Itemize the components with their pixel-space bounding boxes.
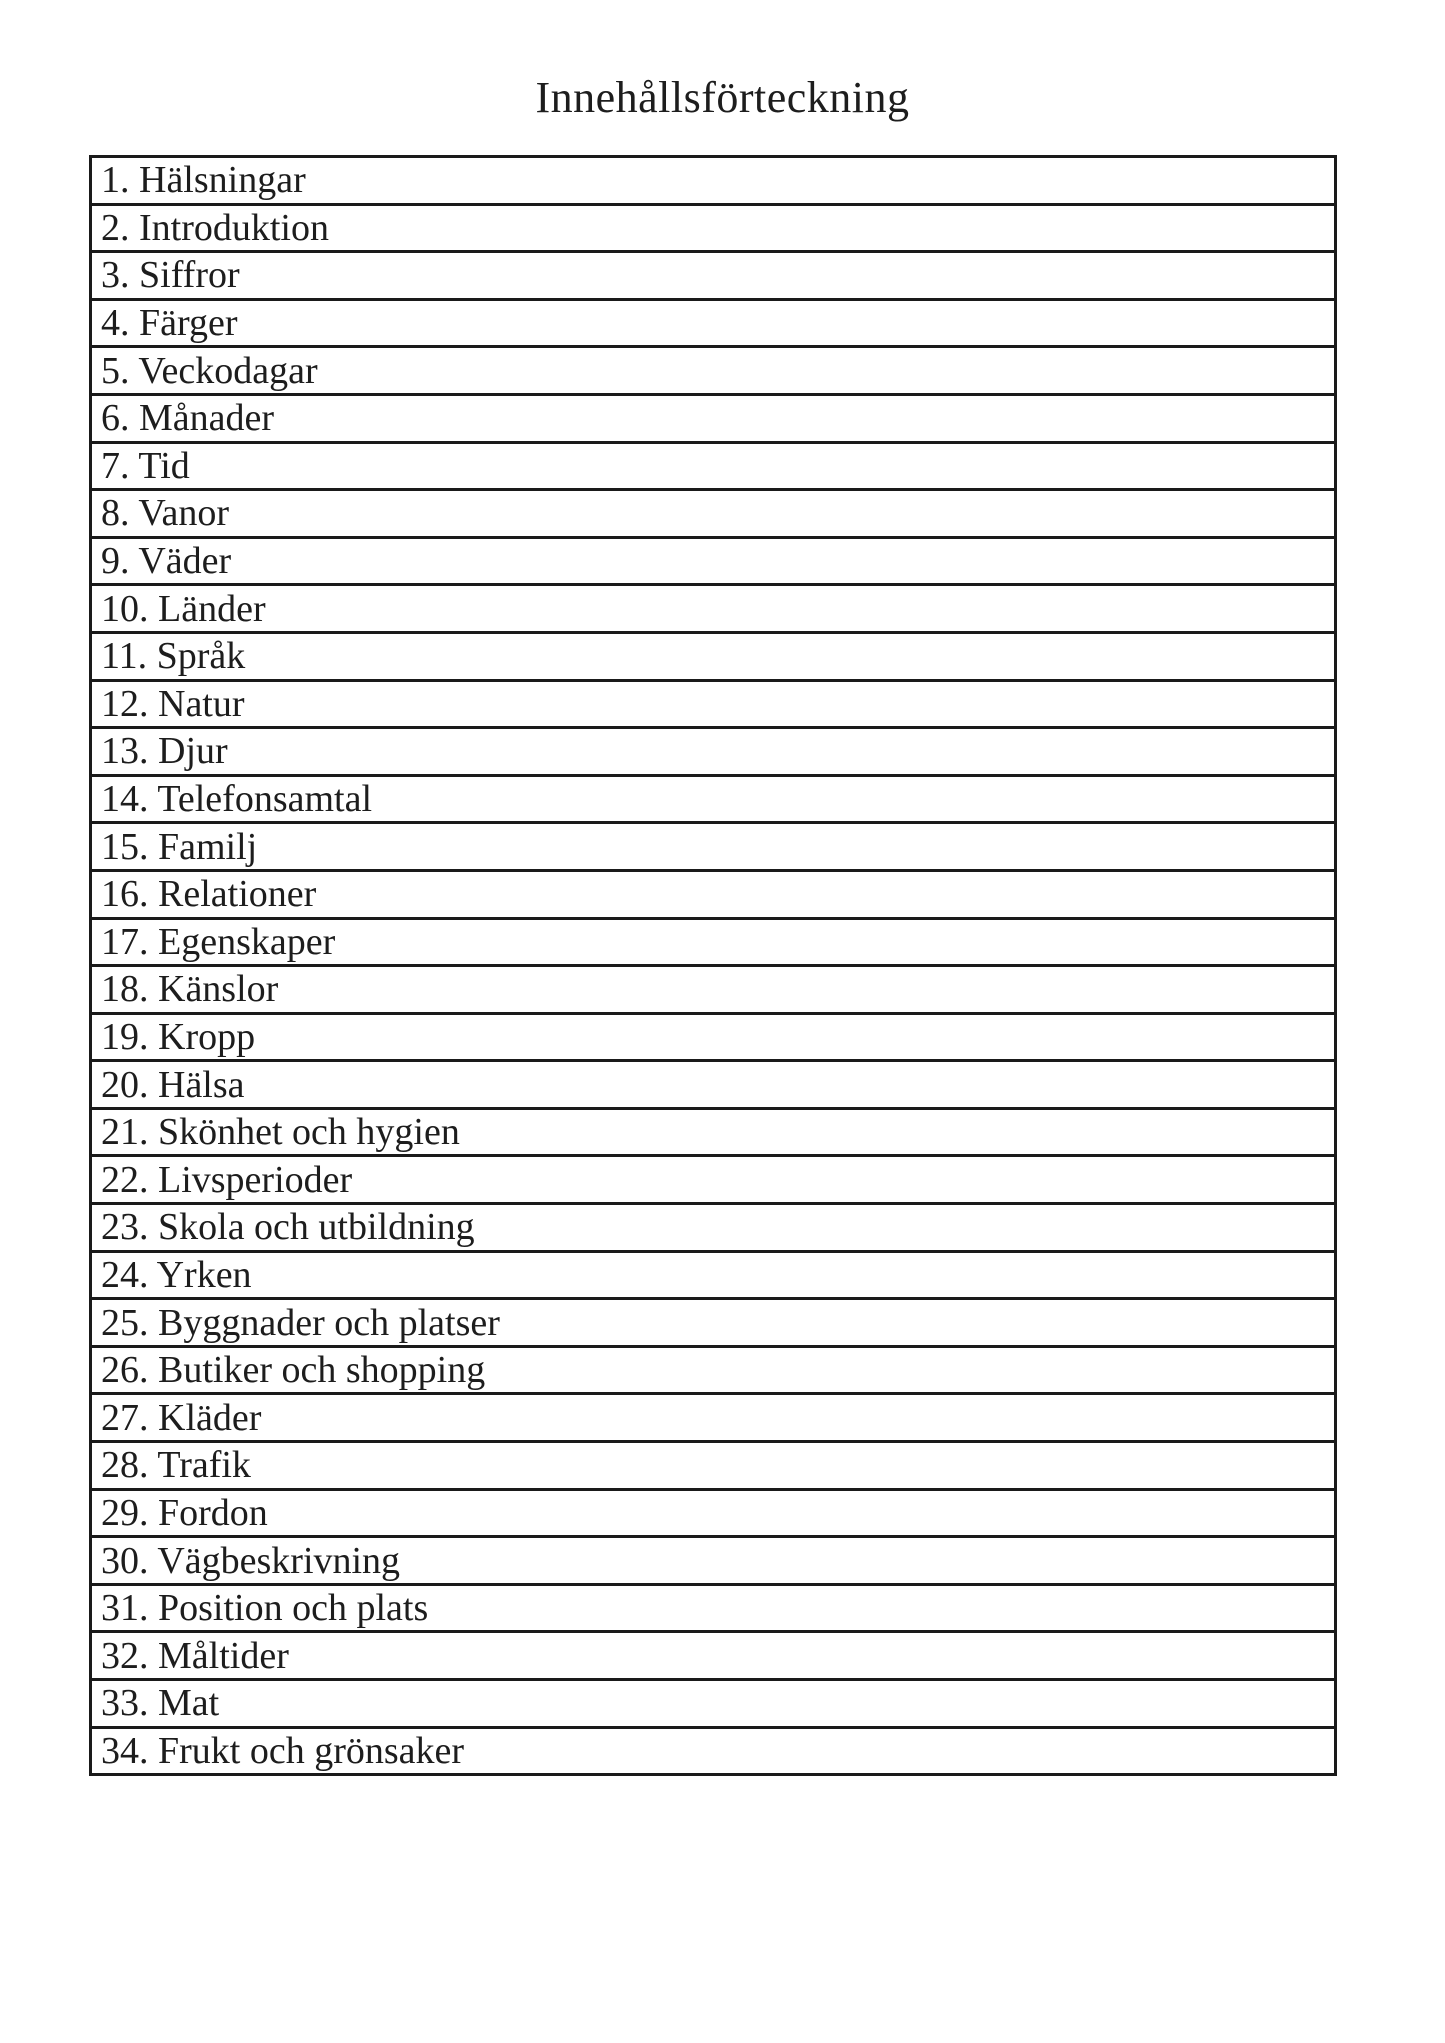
toc-entry-number: 9. <box>101 540 139 583</box>
toc-entry-number: 3. <box>101 254 139 297</box>
toc-entry-label: Veckodagar <box>138 349 318 392</box>
toc-entry-number: 8. <box>101 492 139 535</box>
toc-entry <box>91 1156 1336 1204</box>
toc-entry <box>91 680 1336 728</box>
toc-entry-number: 18. <box>101 968 158 1011</box>
toc-entry-number: 1. <box>101 159 139 202</box>
toc-entry-label: Vanor <box>138 492 230 535</box>
toc-entry-number: 19. <box>101 1015 158 1058</box>
table-row <box>91 1204 1336 1252</box>
table-row <box>91 537 1336 585</box>
toc-entry <box>91 1632 1336 1680</box>
toc-entry-label: Färger <box>139 302 238 345</box>
table-row <box>91 823 1336 871</box>
toc-entry-number: 13. <box>101 730 158 773</box>
toc-entry-number: 2. <box>101 206 139 249</box>
toc-entry-label: Kläder <box>158 1396 262 1439</box>
toc-entry-label: Skönhet och hygien <box>158 1111 460 1154</box>
toc-entry-number: 15. <box>101 825 158 868</box>
toc-entry-label: Tid <box>138 444 190 487</box>
table-row <box>91 252 1336 300</box>
toc-entry-label: Yrken <box>156 1253 252 1296</box>
toc-entry <box>91 1299 1336 1347</box>
table-row <box>91 1442 1336 1490</box>
toc-entry-label: Siffror <box>139 254 240 297</box>
toc-entry-label: Hälsa <box>158 1063 245 1106</box>
toc-entry <box>91 157 1336 205</box>
table-row <box>91 1632 1336 1680</box>
toc-entry <box>91 823 1336 871</box>
toc-entry <box>91 1442 1336 1490</box>
toc-entry-label: Väder <box>138 540 232 583</box>
toc-entry-number: 16. <box>101 873 158 916</box>
toc-entry-number: 23. <box>101 1206 158 1249</box>
toc-entry-number: 10. <box>101 587 158 630</box>
toc-entry <box>91 585 1336 633</box>
table-row <box>91 1680 1336 1728</box>
toc-entry-number: 31. <box>101 1587 158 1630</box>
toc-entry-number: 25. <box>101 1301 158 1344</box>
toc-entry-label: Hälsningar <box>139 159 306 202</box>
table-row <box>91 1489 1336 1537</box>
toc-entry-label: Vägbeskrivning <box>157 1539 401 1582</box>
toc-entry-label: Djur <box>158 730 228 773</box>
toc-entry-number: 33. <box>101 1682 158 1725</box>
table-row <box>91 966 1336 1014</box>
toc-entry <box>91 1061 1336 1109</box>
table-row <box>91 1346 1336 1394</box>
table-row <box>91 918 1336 966</box>
toc-entry-number: 17. <box>101 920 158 963</box>
toc-entry-number: 24. <box>101 1253 157 1296</box>
table-row <box>91 1251 1336 1299</box>
table-row <box>91 1394 1336 1442</box>
toc-entry-number: 22. <box>101 1158 158 1201</box>
toc-entry <box>91 1108 1336 1156</box>
toc-entry-label: Månader <box>139 397 275 440</box>
toc-entry <box>91 1584 1336 1632</box>
toc-entry-number: 34. <box>101 1729 158 1772</box>
toc-entry-number: 26. <box>101 1349 158 1392</box>
page-title: Innehållsförteckning <box>535 73 910 122</box>
toc-table-body <box>91 157 1336 1775</box>
table-row <box>91 1061 1336 1109</box>
table-row <box>91 1156 1336 1204</box>
toc-entry-number: 30. <box>101 1539 158 1582</box>
toc-entry-number: 14. <box>101 778 158 821</box>
toc-entry-number: 5. <box>101 349 139 392</box>
toc-entry-number: 29. <box>101 1491 158 1534</box>
toc-entry-number: 20. <box>101 1063 158 1106</box>
toc-entry <box>91 442 1336 490</box>
toc-entry <box>91 1204 1336 1252</box>
table-row <box>91 442 1336 490</box>
toc-entry <box>91 394 1336 442</box>
toc-entry-number: 28. <box>101 1444 158 1487</box>
table-row <box>91 157 1336 205</box>
toc-entry <box>91 1680 1336 1728</box>
table-row <box>91 299 1336 347</box>
toc-entry <box>91 728 1336 776</box>
toc-entry-label: Egenskaper <box>158 920 336 963</box>
toc-entry-label: Byggnader och platser <box>158 1301 500 1344</box>
toc-entry-number: 7. <box>101 444 139 487</box>
toc-entry <box>91 1489 1336 1537</box>
table-row <box>91 204 1336 252</box>
toc-entry-label: Mat <box>158 1682 220 1725</box>
toc-entry-label: Introduktion <box>139 206 329 249</box>
toc-entry <box>91 490 1336 538</box>
toc-entry <box>91 632 1336 680</box>
toc-entry-label: Länder <box>158 587 266 630</box>
toc-entry-number: 21. <box>101 1111 158 1154</box>
table-row <box>91 680 1336 728</box>
table-row <box>91 1299 1336 1347</box>
table-row <box>91 1013 1336 1061</box>
toc-entry-number: 6. <box>101 397 139 440</box>
toc-entry <box>91 870 1336 918</box>
toc-entry-label: Kropp <box>158 1015 256 1058</box>
toc-entry-number: 4. <box>101 302 139 345</box>
toc-entry-label: Livsperioder <box>158 1158 353 1201</box>
toc-entry-label: Natur <box>158 682 245 725</box>
table-row <box>91 585 1336 633</box>
toc-entry <box>91 1346 1336 1394</box>
table-row <box>91 728 1336 776</box>
toc-entry <box>91 1537 1336 1585</box>
toc-entry-label: Position och plats <box>158 1587 429 1630</box>
toc-entry-label: Skola och utbildning <box>158 1206 475 1249</box>
toc-entry <box>91 204 1336 252</box>
toc-entry-label: Relationer <box>158 873 317 916</box>
toc-entry-number: 27. <box>101 1396 158 1439</box>
toc-entry-number: 32. <box>101 1634 158 1677</box>
table-row <box>91 1727 1336 1775</box>
toc-entry <box>91 299 1336 347</box>
toc-entry-number: 12. <box>101 682 158 725</box>
toc-entry <box>91 966 1336 1014</box>
toc-entry-label: Frukt och grönsaker <box>158 1729 465 1772</box>
table-row <box>91 490 1336 538</box>
toc-entry-label: Telefonsamtal <box>157 778 373 821</box>
toc-entry <box>91 918 1336 966</box>
toc-entry-label: Måltider <box>158 1634 289 1677</box>
toc-entry <box>91 537 1336 585</box>
toc-entry <box>91 252 1336 300</box>
toc-entry-label: Fordon <box>158 1491 268 1534</box>
toc-entry <box>91 1394 1336 1442</box>
table-row <box>91 870 1336 918</box>
table-row <box>91 347 1336 395</box>
toc-entry-number: 11. <box>101 635 157 678</box>
toc-entry-label: Språk <box>156 635 246 678</box>
toc-entry-label: Familj <box>158 825 258 868</box>
toc-entry <box>91 1013 1336 1061</box>
table-row <box>91 632 1336 680</box>
toc-entry-label: Trafik <box>157 1444 251 1487</box>
toc-entry-label: Butiker och shopping <box>158 1349 486 1392</box>
table-row <box>91 1108 1336 1156</box>
table-row <box>91 1584 1336 1632</box>
toc-entry <box>91 1727 1336 1775</box>
toc-entry <box>91 347 1336 395</box>
toc-table <box>89 155 1337 1776</box>
toc-entry <box>91 775 1336 823</box>
toc-entry <box>91 1251 1336 1299</box>
table-row <box>91 1537 1336 1585</box>
toc-entry-label: Känslor <box>158 968 279 1011</box>
table-row <box>91 775 1336 823</box>
table-row <box>91 394 1336 442</box>
